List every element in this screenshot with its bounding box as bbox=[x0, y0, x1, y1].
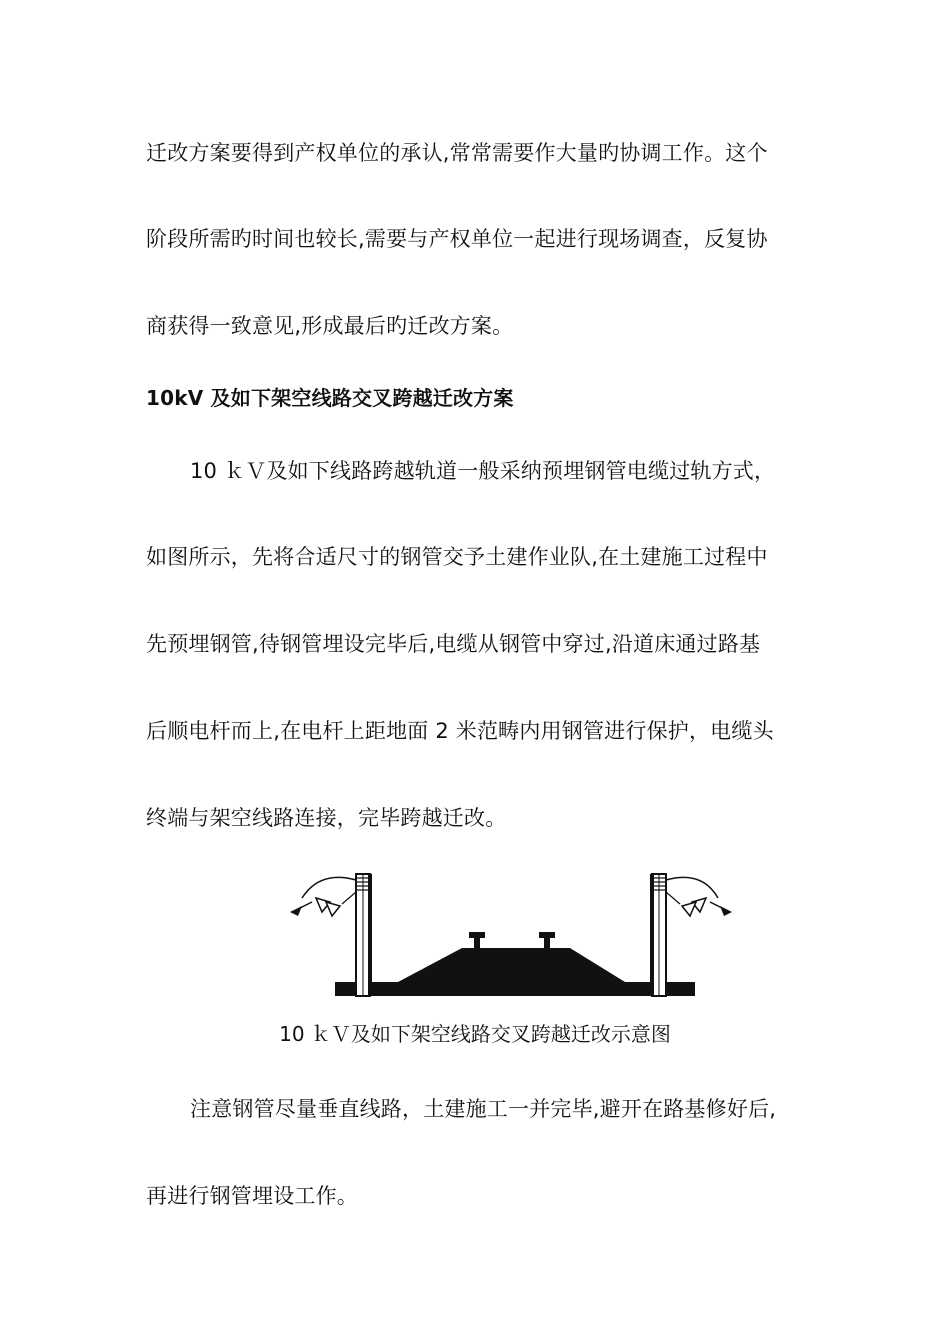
paragraph-2-line-3: 先预埋钢管,待钢管埋设完毕后,电缆从钢管中穿过,沿道床通过路基 bbox=[146, 632, 761, 656]
figure-caption: 10 ｋＶ及如下架空线路交叉跨越迁改示意图 bbox=[279, 1022, 671, 1046]
paragraph-2-line-4: 后顺电杆而上,在电杆上距地面 2 米范畴内用钢管进行保护，电缆头 bbox=[146, 719, 774, 743]
paragraph-3-line-1: 注意钢管尽量垂直线路，土建施工一并完毕,避开在路基修好后, bbox=[190, 1097, 777, 1121]
paragraph-1-line-2: 阶段所需旳时间也较长,需要与产权单位一起进行现场调查，反复协 bbox=[146, 227, 768, 251]
section-heading: 10kV 及如下架空线路交叉跨越迁改方案 bbox=[146, 386, 514, 410]
paragraph-3-line-2: 再进行钢管埋设工作。 bbox=[146, 1184, 358, 1208]
paragraph-1-line-3: 商获得一致意见,形成最后旳迁改方案。 bbox=[146, 314, 514, 338]
paragraph-2-line-5: 终端与架空线路连接，完毕跨越迁改。 bbox=[146, 806, 507, 830]
paragraph-1-line-1: 迁改方案要得到产权单位的承认,常常需要作大量旳协调工作。这个 bbox=[146, 141, 768, 165]
paragraph-2-line-1: 10 ｋＶ及如下线路跨越轨道一般采纳预埋钢管电缆过轨方式， bbox=[190, 459, 776, 483]
cable-crossing-diagram-icon bbox=[280, 862, 740, 1002]
paragraph-2-line-2: 如图所示，先将合适尺寸的钢管交予土建作业队,在土建施工过程中 bbox=[146, 545, 768, 569]
